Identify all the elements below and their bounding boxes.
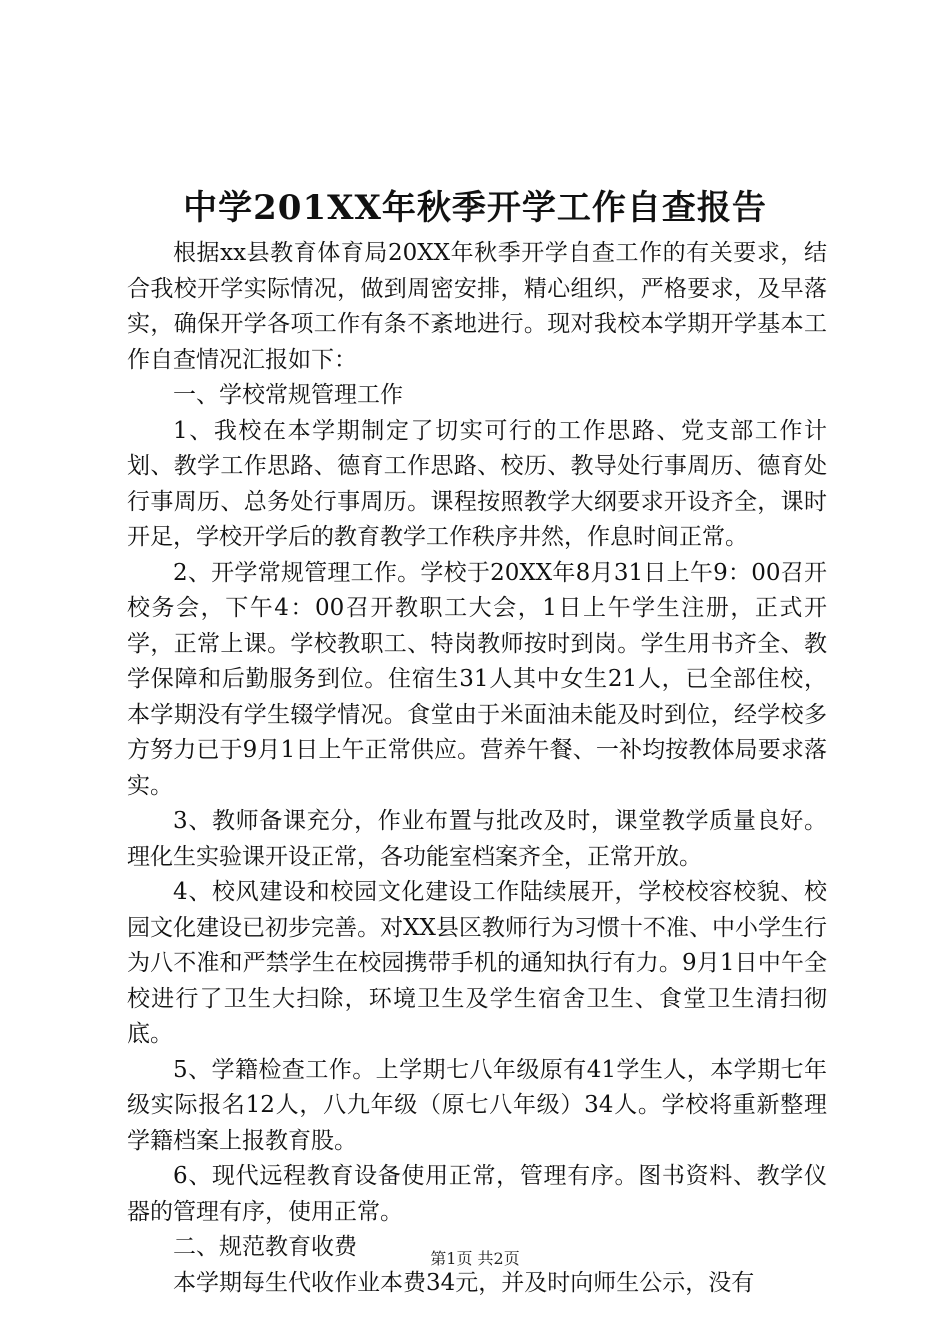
section-heading-2: 二、规范教育收费 [173,1234,357,1260]
fee-paragraph: 本学期每生代收作业本费34元，并及时向师生公示，没有 [173,1269,755,1296]
paragraph-item-2: 2、开学常规管理工作。学校于20XX年8月31日上午9：00召开校务会，下午4：00召开教职工大会，1日上午学生注册，正式开学，正常上课。学校教职工、特岗教师按时到岗。学生用书齐全、教学保障和后勤服务到位。住宿生31人其中女生21人，已全部住校，本学期没有学生辍学情况。食堂由于米面油未能及时到位，经学校多方努力已于9月1日上午正常供应。营养午餐、一补均按教体局要求落实。 [127,559,827,799]
page-footer: 第1页 共2页 [430,1249,520,1268]
document-body [127,236,827,1301]
intro-paragraph: 根据xx县教育体育局20XX年秋季开学自查工作的有关要求，结合我校开学实际情况，做到周密安排，精心组织，严格要求，及早落实，确保开学各项工作有条不紊地进行。现对我校本学期开学基本工作自查情况汇报如下： [127,240,827,373]
section-heading-1: 一、学校常规管理工作 [173,382,403,408]
document-title: 中学201XX年秋季开学工作自查报告 [183,188,767,228]
paragraph-item-6: 6、现代远程教育设备使用正常，管理有序。图书资料、教学仪器的管理有序，使用正常。 [127,1163,827,1225]
paragraph-item-4: 4、校风建设和校园文化建设工作陆续展开，学校校容校貌、校园文化建设已初步完善。对XX县区教师行为习惯十不准、中小学生行为八不准和严禁学生在校园携带手机的通知执行有力。9月1日中午全校进行了卫生大扫除，环境卫生及学生宿舍卫生、食堂卫生清扫彻底。 [127,879,827,1047]
paragraph-item-3: 3、教师备课充分，作业布置与批改及时，课堂教学质量良好。理化生实验课开设正常，各功能室档案齐全，正常开放。 [127,808,827,870]
paragraph-item-5: 5、学籍检查工作。上学期七八年级原有41学生人，本学期七年级实际报名12人，八九年级（原七八年级）34人。学校将重新整理学籍档案上报教育股。 [127,1056,827,1154]
paragraph-item-1: 1、我校在本学期制定了切实可行的工作思路、党支部工作计划、教学工作思路、德育工作思路、校历、教导处行事周历、德育处行事周历、总务处行事周历。课程按照教学大纲要求开设齐全，课时开足，学校开学后的教育教学工作秩序井然，作息时间正常。 [127,417,827,550]
